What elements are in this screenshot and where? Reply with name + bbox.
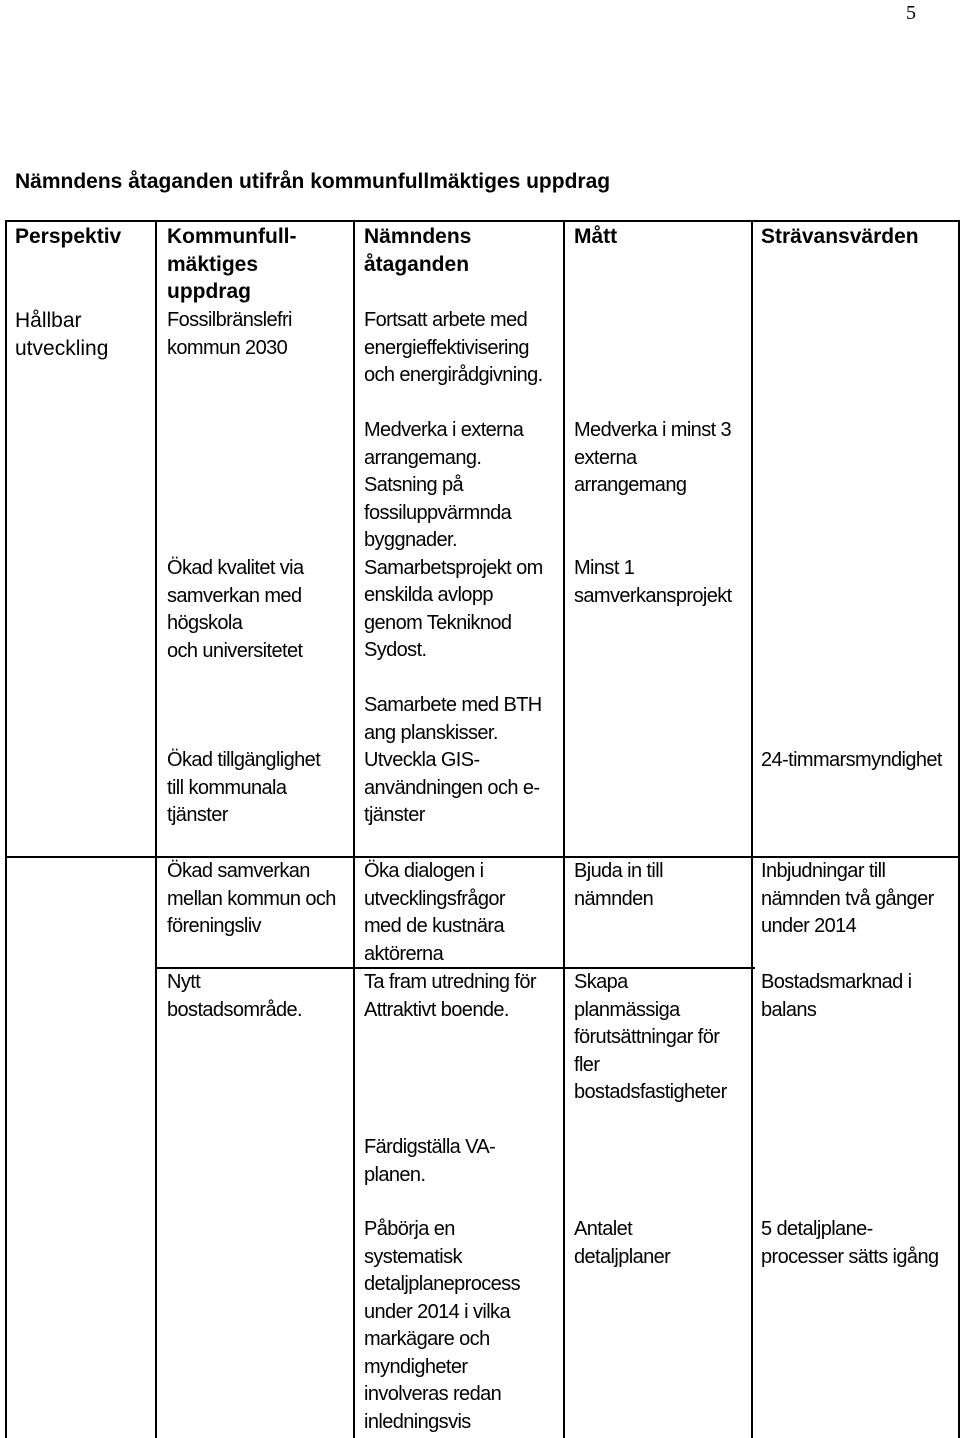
cell-line: arrangemang: [574, 474, 687, 496]
header-line: åtaganden: [364, 252, 470, 276]
cell-matt-externa-arrangemang: [574, 417, 731, 500]
cell-line: processer sätts igång: [761, 1245, 939, 1268]
cell-line: föreningsliv: [167, 915, 261, 937]
cell-line: Minst 1: [574, 557, 635, 579]
page-number: 5: [906, 2, 916, 24]
cell-line: bostadsområde.: [167, 998, 303, 1021]
header-kommunfullmaktiges-uppdrag: [167, 223, 296, 306]
cell-line: Färdigställa VA-: [364, 1136, 496, 1158]
cell-line: Öka dialogen i: [364, 860, 484, 882]
cell-line: förutsättningar för: [574, 1026, 720, 1048]
cell-line: genom Tekniknod: [364, 611, 512, 634]
header-line: Nämndens: [364, 225, 472, 248]
cell-line: Utveckla GIS-: [364, 749, 480, 771]
cell-line: planen.: [364, 1163, 426, 1186]
col-divider-5: [751, 220, 753, 1438]
cell-line: energieffektivisering: [364, 336, 529, 359]
cell-atagande-oka-dialogen: [364, 858, 505, 968]
cell-line: och energirådgivning.: [364, 364, 543, 386]
cell-line: Attraktivt boende.: [364, 998, 509, 1021]
cell-matt-antalet-detaljplaner: [574, 1216, 670, 1271]
cell-line: nämnden: [574, 887, 654, 910]
cell-line: Bostadsmarknad i: [761, 971, 912, 993]
cell-line: arrangemang.: [364, 446, 482, 469]
cell-line: Sydost.: [364, 639, 427, 661]
cell-line: Fortsatt arbete med: [364, 309, 528, 331]
header-line: Kommunfull-: [167, 225, 297, 248]
cell-matt-bjuda-in: [574, 858, 663, 913]
cell-line: byggnader.: [364, 529, 457, 551]
cell-line: Ökad kvalitet via: [167, 557, 304, 579]
cell-stravan-detaljplaneprocesser: [761, 1216, 939, 1271]
cell-line: Medverka i minst 3: [574, 419, 732, 441]
cell-line: användningen och e-: [364, 776, 540, 799]
cell-line: systematisk: [364, 1245, 462, 1268]
cell-line: kommun 2030: [167, 336, 288, 359]
cell-atagande-energieffektivisering: [364, 307, 543, 390]
cell-line: tjänster: [364, 804, 425, 826]
header-namndens-ataganden: [364, 223, 471, 278]
cell-line: involveras redan: [364, 1383, 502, 1405]
cell-line: mellan kommun och: [167, 887, 336, 910]
cell-line: 5 detaljplane-: [761, 1218, 873, 1240]
page-title: Nämndens åtaganden utifrån kommunfullmäktiges uppdrag: [15, 170, 611, 193]
cell-line: med de kustnära: [364, 915, 504, 937]
header-perspektiv: [15, 223, 121, 251]
cell-atagande-va-planen: [364, 1134, 495, 1189]
col-divider-3: [353, 220, 355, 1438]
cell-line: Bjuda in till: [574, 860, 663, 882]
cell-line: till kommunala: [167, 776, 287, 799]
cell-line: Medverka i externa: [364, 419, 524, 441]
cell-perspektiv: [15, 307, 108, 362]
cell-atagande-bth-gis: [364, 692, 542, 830]
cell-line: utvecklingsfrågor: [364, 887, 505, 910]
cell-line: högskola: [167, 612, 243, 634]
cell-atagande-externa-arrangemang: [364, 417, 543, 665]
cell-atagande-detaljplaneprocess: [364, 1216, 520, 1436]
cell-uppdrag-nytt-bostadsomrade: [167, 969, 302, 1024]
cell-line: Nytt: [167, 971, 201, 993]
cell-line: fossiluppvärmnda: [364, 501, 512, 524]
cell-line: Samarbete med BTH: [364, 694, 542, 716]
cell-line: samverkansprojekt: [574, 584, 732, 607]
cell-line: utveckling: [15, 336, 109, 360]
cell-line: Fossilbränslefri: [167, 309, 292, 331]
cell-line: samverkan med: [167, 584, 302, 607]
cell-line: externa: [574, 446, 637, 469]
cell-line: Satsning på: [364, 474, 464, 496]
cell-line: inledningsvis: [364, 1410, 471, 1433]
cell-line: nämnden två gånger: [761, 887, 934, 910]
cell-line: detaljplaneprocess: [364, 1273, 520, 1295]
cell-line: bostadsfastigheter: [574, 1081, 727, 1103]
col-divider-4: [563, 220, 565, 1438]
cell-line: Hållbar: [15, 309, 82, 332]
header-stravansvarden-text: Strävansvärden: [761, 225, 919, 248]
cell-line: detaljplaner: [574, 1245, 671, 1268]
cell-line: under 2014: [761, 915, 857, 937]
cell-stravan-24-timmar: [761, 747, 942, 775]
col-divider-1: [5, 220, 7, 1438]
cell-line: myndigheter: [364, 1355, 468, 1378]
cell-uppdrag-okad-tillganglighet: [167, 747, 320, 830]
cell-line: markägare och: [364, 1328, 490, 1350]
cell-line: planmässiga: [574, 998, 680, 1021]
header-matt: [574, 223, 617, 251]
cell-uppdrag-okad-kvalitet: [167, 555, 304, 665]
cell-line: under 2014 i vilka: [364, 1300, 510, 1323]
cell-line: balans: [761, 998, 817, 1021]
cell-line: Påbörja en: [364, 1218, 455, 1240]
cell-matt-samverkansprojekt: [574, 555, 732, 610]
cell-stravan-inbjudningar: [761, 858, 934, 941]
cell-uppdrag-okad-samverkan: [167, 858, 336, 941]
cell-line: Samarbetsprojekt om: [364, 556, 543, 579]
cell-line: och universitetet: [167, 639, 303, 662]
cell-line: Inbjudningar till: [761, 860, 886, 882]
cell-line: Antalet: [574, 1218, 633, 1240]
cell-line: Skapa: [574, 971, 628, 993]
cell-atagande-utredning: [364, 969, 536, 1024]
cell-line: 24-timmarsmyndighet: [761, 749, 942, 771]
cell-line: Ökad tillgänglighet: [167, 749, 321, 771]
header-perspektiv-text: Perspektiv: [15, 225, 122, 248]
cell-line: fler: [574, 1053, 600, 1076]
cell-stravan-bostadsmarknad: [761, 969, 911, 1024]
table-top-border: [5, 220, 960, 222]
cell-matt-bostadsfastigheter: [574, 969, 727, 1107]
cell-line: tjänster: [167, 804, 228, 826]
cell-line: aktörerna: [364, 942, 444, 965]
header-line: uppdrag: [167, 280, 251, 303]
col-divider-2: [155, 220, 157, 1438]
cell-line: Ökad samverkan: [167, 860, 310, 882]
cell-line: ang planskisser.: [364, 721, 498, 744]
cell-line: enskilda avlopp: [364, 584, 493, 606]
cell-line: Ta fram utredning för: [364, 971, 536, 993]
header-matt-text: Mått: [574, 225, 618, 248]
header-stravansvarden: [761, 223, 919, 251]
cell-uppdrag-fossilbranslefri: [167, 307, 292, 362]
header-line: mäktiges: [167, 252, 259, 276]
